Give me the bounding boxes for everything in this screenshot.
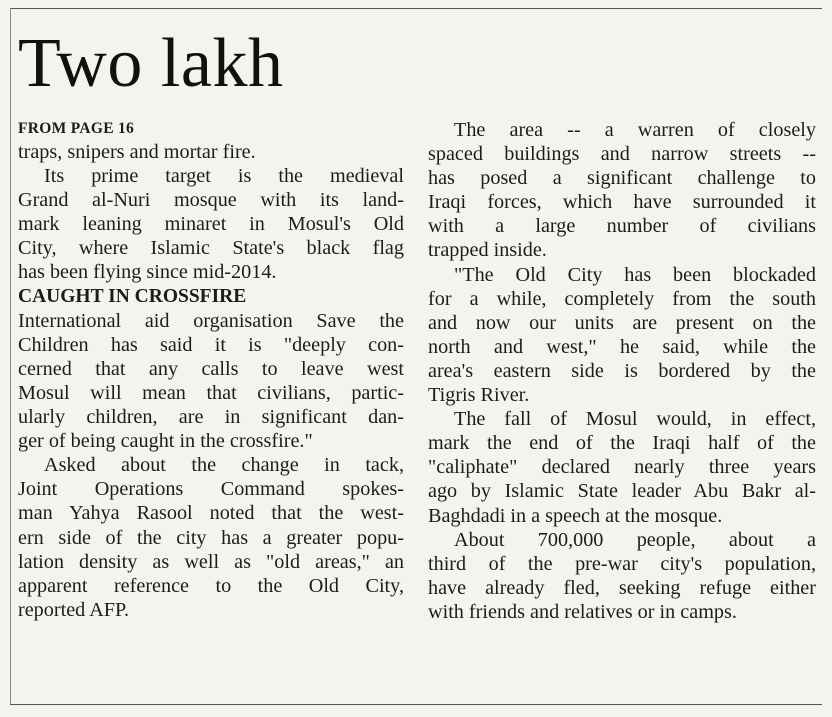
text-line: traps, snipers and mortar fire. bbox=[18, 141, 256, 163]
paragraph bbox=[428, 263, 816, 408]
text-line: Children has said it is "deeply con- bbox=[18, 333, 404, 356]
text-line: lation density as well as "old areas," an bbox=[18, 550, 404, 573]
text-line: trapped inside. bbox=[428, 239, 547, 262]
text-line: have already fled, seeking refuge either bbox=[428, 576, 816, 599]
text-line: Mosul will mean that civilians, partic- bbox=[18, 381, 404, 404]
text-line: ularly children, are in significant dan- bbox=[18, 406, 404, 429]
article-column-right bbox=[428, 118, 816, 624]
text-line: third of the pre-war city's population, bbox=[428, 552, 816, 575]
continuation-kicker: FROM PAGE 16 bbox=[18, 120, 135, 137]
text-line: The area -- a warren of closely bbox=[454, 119, 816, 141]
text-line: Its prime target is the medieval bbox=[44, 165, 404, 188]
paragraph bbox=[428, 407, 816, 527]
paragraph bbox=[428, 528, 816, 624]
text-line: "The Old City has been blockaded bbox=[454, 263, 816, 286]
text-line: Asked about the change in tack, bbox=[44, 454, 404, 477]
text-line: man Yahya Rasool noted that the west- bbox=[18, 502, 404, 525]
text-line: ger of being caught in the crossfire." bbox=[18, 430, 313, 453]
text-line: International aid organisation Save the bbox=[18, 309, 404, 332]
paragraph bbox=[18, 309, 404, 454]
headline: Two lakh bbox=[18, 25, 284, 102]
text-line: "caliphate" declared nearly three years bbox=[428, 456, 816, 479]
text-line: cerned that any calls to leave west bbox=[18, 357, 404, 380]
text-line: reported AFP. bbox=[18, 598, 130, 621]
text-line: Baghdadi in a speech at the mosque. bbox=[428, 504, 723, 527]
paragraph bbox=[18, 140, 404, 164]
paragraph bbox=[18, 453, 404, 622]
text-line: ern side of the city has a greater popu- bbox=[18, 526, 404, 549]
text-line: City, where Islamic State's black flag bbox=[18, 237, 404, 260]
text-line: mark the end of the Iraqi half of the bbox=[428, 432, 816, 455]
text-line: The fall of Mosul would, in effect, bbox=[454, 408, 816, 431]
text-line: spaced buildings and narrow streets -- bbox=[428, 143, 816, 166]
text-line: for a while, completely from the south bbox=[428, 287, 816, 310]
text-line: Grand al-Nuri mosque with its land- bbox=[18, 189, 404, 212]
text-line: Iraqi forces, which have surrounded it bbox=[428, 191, 816, 214]
text-line: has been flying since mid-2014. bbox=[18, 261, 277, 284]
text-line: has posed a significant challenge to bbox=[428, 167, 816, 190]
bottom-rule bbox=[10, 704, 822, 705]
left-rule bbox=[10, 8, 11, 705]
text-line: area's eastern side is bordered by the bbox=[428, 359, 816, 382]
text-line: Joint Operations Command spokes- bbox=[18, 478, 404, 501]
text-line: with a large number of civilians bbox=[428, 215, 816, 238]
text-line: mark leaning minaret in Mosul's Old bbox=[18, 213, 404, 236]
text-line: Tigris River. bbox=[428, 384, 530, 407]
article-column-left bbox=[18, 118, 404, 622]
text-line: ago by Islamic State leader Abu Bakr al- bbox=[428, 480, 816, 503]
text-line: north and west," he said, while the bbox=[428, 335, 816, 358]
text-line: About 700,000 people, about a bbox=[454, 528, 816, 551]
section-subhead: CAUGHT IN CROSSFIRE bbox=[18, 285, 247, 307]
paragraph bbox=[428, 118, 816, 263]
paragraph bbox=[18, 164, 404, 284]
text-line: with friends and relatives or in camps. bbox=[428, 600, 737, 623]
text-line: and now our units are present on the bbox=[428, 311, 816, 334]
text-line: apparent reference to the Old City, bbox=[18, 574, 404, 597]
top-rule bbox=[10, 8, 822, 9]
